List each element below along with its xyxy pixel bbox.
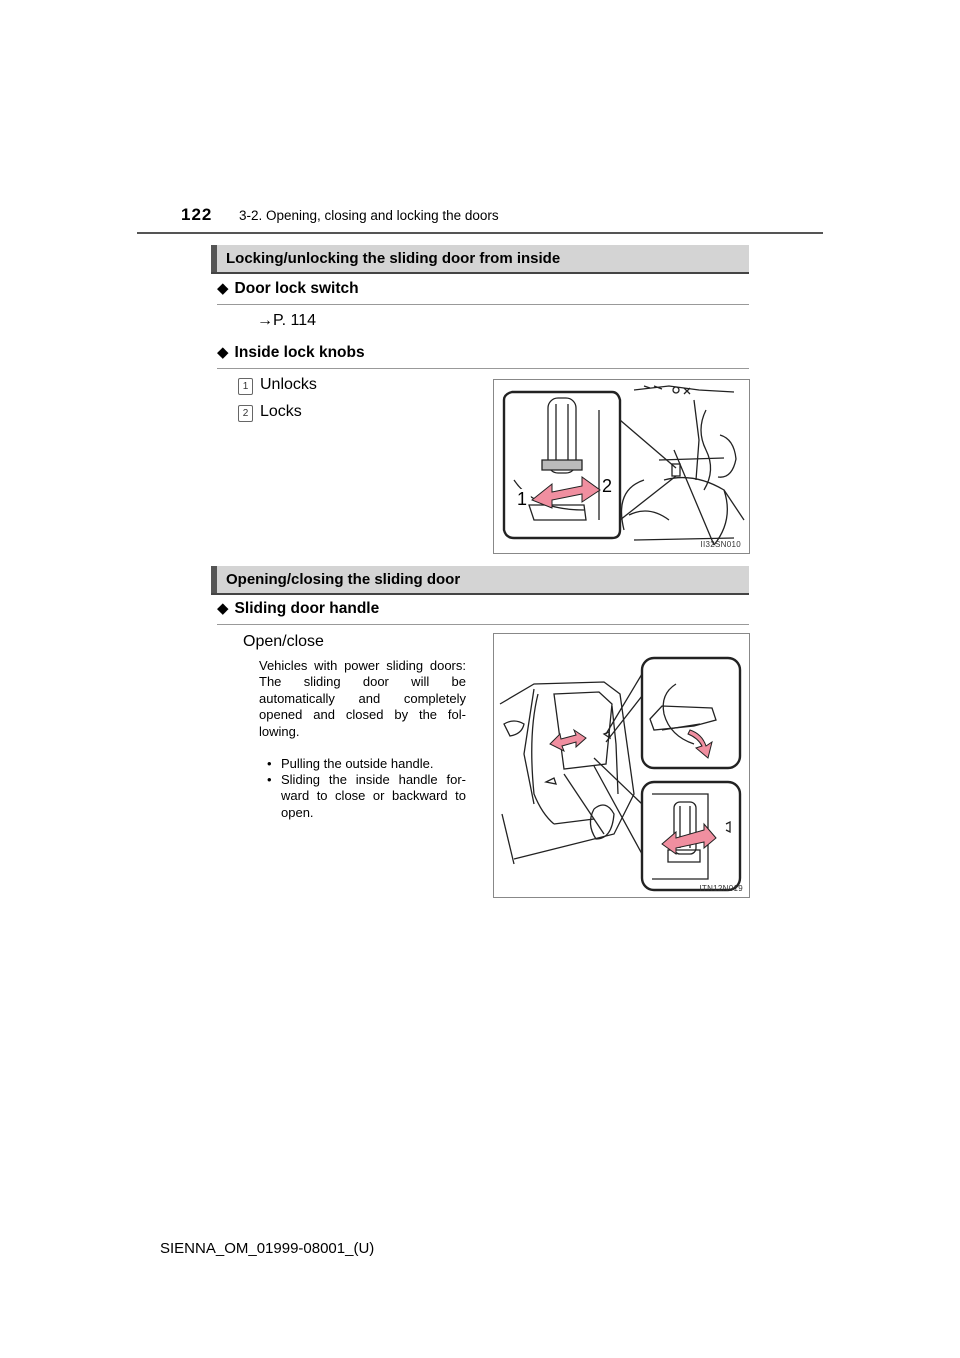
item-label-unlocks: Unlocks bbox=[260, 376, 317, 393]
double-arrow-icon bbox=[532, 477, 600, 508]
action-open-close: Open/close bbox=[243, 633, 324, 650]
power-door-description: Vehicles with power sliding doors: The sliding door will be automatically and completely opened and closed by the fol-lowing. bbox=[259, 658, 466, 739]
figure-sliding-door-handle bbox=[493, 633, 750, 898]
section-title-locking: Locking/unlocking the sliding door from inside bbox=[211, 245, 749, 272]
document-code: SIENNA_OM_01999-08001_(U) bbox=[160, 1240, 375, 1257]
subhead-inside-lock-knobs bbox=[217, 343, 749, 369]
item-label-locks: Locks bbox=[260, 403, 302, 420]
diamond-icon: ◆ bbox=[217, 344, 229, 361]
subhead-door-lock-switch-text: Door lock switch bbox=[234, 280, 359, 297]
figure-callout-2: 2 bbox=[602, 476, 613, 496]
diamond-icon: ◆ bbox=[217, 600, 229, 617]
diamond-icon: ◆ bbox=[217, 280, 229, 297]
figure-code: II32SN010 bbox=[700, 540, 741, 549]
illustration-sliding-door bbox=[494, 634, 749, 897]
header-rule bbox=[137, 232, 823, 234]
illustration-lock-knob bbox=[494, 380, 749, 553]
bullet-outside-handle: Pulling the outside handle. bbox=[281, 756, 434, 771]
bullet-marker: • bbox=[267, 772, 272, 787]
pull-arrow-icon bbox=[688, 730, 712, 758]
subhead-door-lock-switch bbox=[217, 279, 749, 305]
chapter-title: 3-2. Opening, closing and locking the doors bbox=[239, 208, 499, 223]
bullet-marker: • bbox=[267, 756, 272, 771]
figure-inside-lock-knob bbox=[493, 379, 750, 554]
subhead-sliding-door-handle bbox=[217, 599, 749, 625]
double-arrow-icon bbox=[550, 730, 586, 751]
item-number-badge: 1 bbox=[238, 378, 253, 395]
section-title-opening: Opening/closing the sliding door bbox=[211, 566, 749, 593]
figure-code: ITN12N019 bbox=[699, 884, 743, 893]
page-reference-link[interactable]: →P. 114 bbox=[257, 312, 317, 329]
subhead-inside-lock-knobs-text: Inside lock knobs bbox=[234, 344, 365, 361]
subhead-sliding-door-handle-text: Sliding door handle bbox=[234, 600, 380, 617]
page-number: 122 bbox=[181, 205, 213, 224]
item-number-badge: 2 bbox=[238, 405, 253, 422]
figure-callout-1: 1 bbox=[517, 489, 528, 509]
bullet-inside-handle: Sliding the inside handle for-ward to close or backward to open. bbox=[281, 772, 466, 820]
